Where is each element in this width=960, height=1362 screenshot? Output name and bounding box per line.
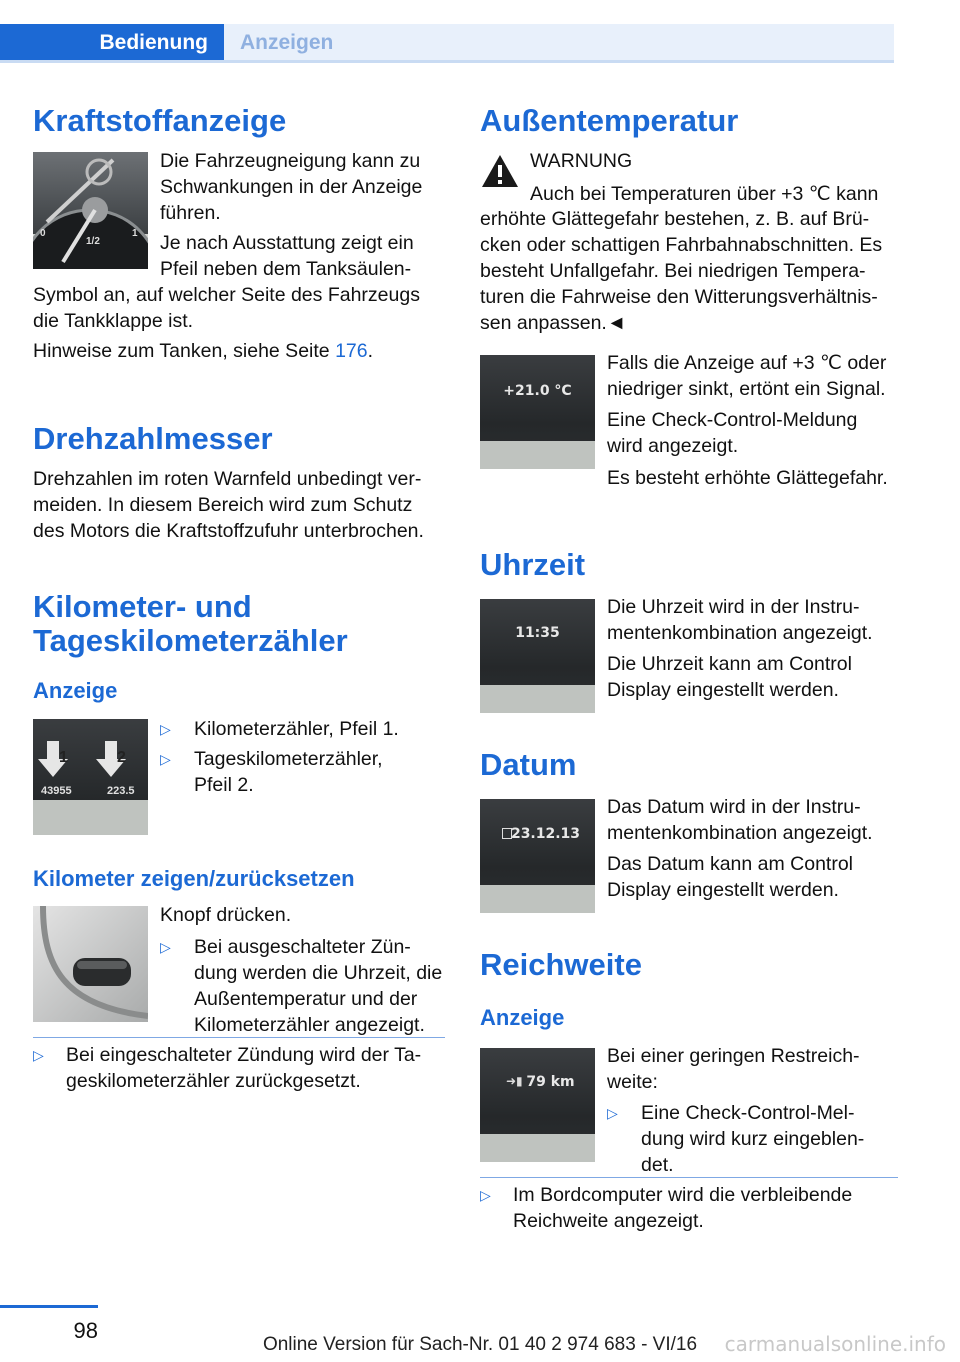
arrow-2-label: 2 (117, 749, 126, 766)
trip-value: 223.5 (107, 785, 135, 797)
bullet-icon: ▷ (607, 1105, 618, 1121)
date-paragraph-1: Das Datum wird in der Instru-mentenkombination angezeigt. (607, 796, 873, 844)
range-bullet-2: Im Bordcomputer wird die verbleibende Reichweite angezeigt. (513, 1184, 853, 1232)
reset-bullet-1: Bei ausgeschalteter Zün-dung werden die Uhrzeit, die Außentemperatur und der Kilometerzähler angezeigt. (194, 936, 443, 1036)
gauge-label-full: 1 (132, 228, 138, 239)
reset-knob-graphic (33, 906, 148, 1022)
fuel-pump-arrow-icon: ➜▮ (506, 1074, 523, 1088)
tab-bedienung[interactable]: Bedienung (0, 24, 224, 62)
fuel-paragraph-1: Die Fahrzeugneigung kann zu Schwankungen in der Anzeige führen. (160, 150, 423, 224)
section-title-temperature: Außentemperatur (480, 103, 739, 138)
temp-paragraph-1: Falls die Anzeige auf +3 ℃ oder niedriger sinkt, ertönt ein Signal. (607, 352, 887, 400)
display-frame (480, 885, 595, 913)
bullet-icon: ▷ (160, 751, 171, 767)
date-paragraph-2: Das Datum kann am Control Display eingestellt werden. (607, 853, 854, 901)
fuel-hint-text: Hinweise zum Tanken, siehe Seite (33, 340, 336, 362)
bullet-icon: ▷ (33, 1047, 44, 1063)
tacho-paragraph: Drehzahlen im roten Warnfeld unbedingt ver-meiden. In diesem Bereich wird zum Schutz des Motors die Kraftstoffzufuhr unterbrochen. (33, 468, 424, 542)
section-title-date: Datum (480, 747, 577, 782)
temp-paragraph-3: Es besteht erhöhte Glättegefahr. (607, 467, 888, 489)
section-title-range: Reichweite (480, 947, 642, 982)
tab-anzeigen[interactable]: Anzeigen (224, 24, 894, 62)
temperature-display-image (480, 355, 595, 469)
display-frame (480, 441, 595, 469)
range-readout: 79 km (526, 1074, 575, 1090)
fuel-gauge-graphic (33, 152, 148, 269)
gauge-label-half: 1/2 (86, 236, 100, 247)
odometer-value: 43955 (41, 785, 72, 797)
subsection-display: Anzeige (33, 678, 118, 703)
reset-paragraph: Knopf drücken. (160, 904, 292, 926)
fuel-hint-period: . (367, 340, 374, 362)
bullet-icon: ▷ (160, 939, 171, 955)
temperature-readout: +21.0 °C (503, 383, 572, 399)
odo-bullet-2: Tageskilometerzähler, Pfeil 2. (194, 748, 383, 796)
clock-paragraph-1: Die Uhrzeit wird in der Instru-mentenkombination angezeigt. (607, 596, 873, 644)
date-display-image (480, 799, 595, 913)
range-bullet-1: Eine Check-Control-Mel-dung wird kurz eingeblen-det. (641, 1102, 865, 1176)
divider (33, 1037, 445, 1038)
footer-version-text: Online Version für Sach-Nr. 01 40 2 974 683 - VI/16 (262, 1334, 698, 1355)
bullet-icon: ▷ (480, 1187, 491, 1203)
footer-rule (0, 1305, 98, 1308)
watermark: carmanualsonline.info (724, 1332, 946, 1356)
bullet-icon: ▷ (160, 721, 171, 737)
page-number: 98 (73, 1318, 98, 1343)
temp-paragraph-2: Eine Check-Control-Meldung wird angezeigt. (607, 409, 858, 457)
reset-button-image (33, 906, 148, 1022)
warning-text-b: erhöhte Glättegefahr bestehen, z. B. auf Brü-cken oder schattigen Fahrbahnabschnitten. Es besteht Unfallgefahr. Bei niedrigen Tempera-turen die Fahrweise den Witterungsverhältnis-sen anpassen.◄ (480, 208, 883, 334)
reset-bullet-2: Bei eingeschalteter Zündung wird der Ta-geskilometerzähler zurückgesetzt. (66, 1044, 422, 1092)
warning-label: WARNUNG (530, 150, 633, 172)
fuel-paragraph-2a: Je nach Ausstattung zeigt ein Pfeil neben dem Tanksäulen- (160, 232, 414, 280)
warning-icon (480, 153, 520, 189)
odo-bullet-1: Kilometerzähler, Pfeil 1. (194, 718, 399, 740)
clock-display-image (480, 599, 595, 713)
header-rule (0, 60, 894, 63)
section-title-odometer: Kilometer- und Tageskilometerzähler (33, 589, 348, 658)
page-link-176[interactable]: 176 (335, 340, 368, 362)
clock-paragraph-2: Die Uhrzeit kann am Control Display eingestellt werden. (607, 653, 852, 701)
gauge-label-empty: 0 (40, 228, 46, 239)
section-title-clock: Uhrzeit (480, 547, 586, 582)
fuel-paragraph-2b: Symbol an, auf welcher Seite des Fahrzeugs die Tankklappe ist. (33, 284, 420, 332)
fuel-gauge-image (33, 152, 148, 269)
warning-text-a: Auch bei Temperaturen über +3 ℃ kann (530, 183, 879, 205)
odometer-image (33, 719, 148, 835)
clock-readout: 11:35 (515, 625, 560, 641)
display-frame (480, 685, 595, 713)
date-readout: 23.12.13 (510, 826, 581, 842)
arrow-1-label: 1 (59, 749, 68, 766)
divider (480, 1177, 898, 1178)
display-frame (480, 1134, 595, 1162)
range-paragraph: Bei einer geringen Restreich-weite: (607, 1045, 860, 1093)
fuel-hint (33, 338, 443, 364)
subsection-reset: Kilometer zeigen/zurücksetzen (33, 866, 355, 891)
subsection-range-display: Anzeige (480, 1005, 565, 1030)
section-title-fuel: Kraftstoffanzeige (33, 103, 287, 138)
section-title-tacho: Drehzahlmesser (33, 421, 273, 456)
range-display-image (480, 1048, 595, 1162)
